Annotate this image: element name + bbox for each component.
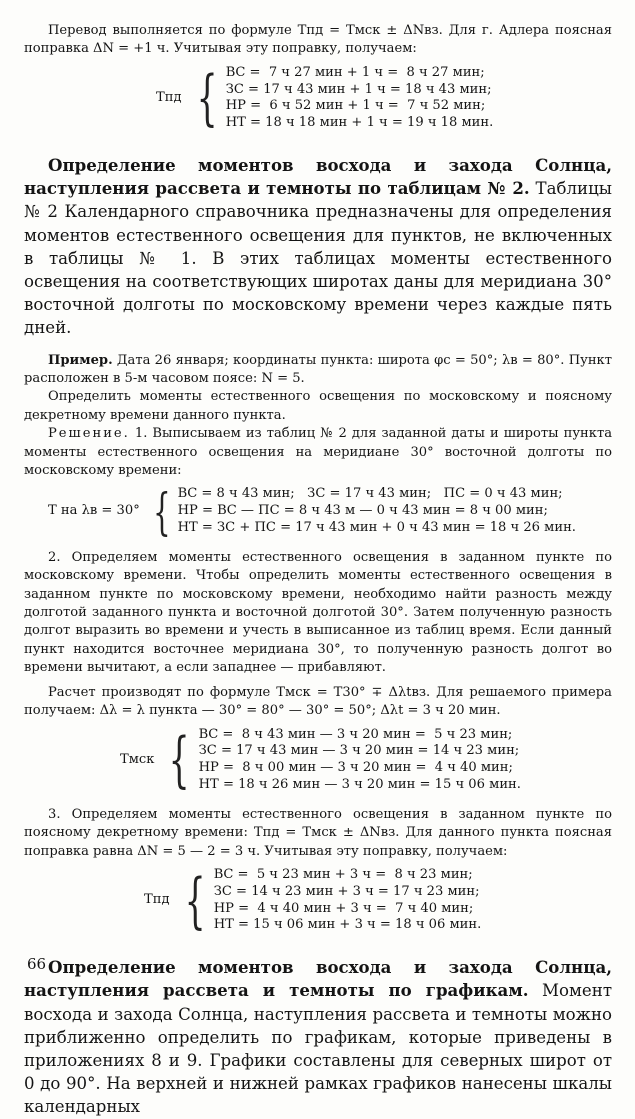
section-graphs-paragraph: [24, 956, 612, 1118]
book-page: [24, 22, 612, 1119]
equation-line: ЗС = 17 ч 43 мин + 1 ч = 18 ч 43 мин;: [225, 81, 492, 97]
example-paragraph: [24, 352, 612, 389]
brace-glyph: {: [196, 63, 218, 134]
intro-equation-lines: [226, 65, 494, 132]
equation-block-pd-lines: [214, 867, 482, 934]
equation-line: НТ = 18 ч 26 мин — 3 ч 20 мин = 15 ч 06 мин.: [198, 776, 521, 792]
equation-block-30: [48, 482, 576, 541]
equation-block-msk-label: Tмск: [120, 751, 155, 767]
equation-line: ВС = 8 ч 43 мин — 3 ч 20 мин = 5 ч 23 мин;: [198, 726, 513, 742]
equation-line: ЗС = 14 ч 23 мин + 3 ч = 17 ч 23 мин;: [213, 883, 480, 899]
solution-label: Решение.: [48, 426, 130, 442]
section-tables-title: Определение моментов восхода и захода Солнца, наступления рассвета и темноты по таблицам № 2.: [24, 155, 612, 199]
example-text: Дата 26 января; координаты пункта: широта φс = 50°; λв = 80°. Пункт расположен в 5-м часовом поясе: N = 5.: [24, 352, 612, 387]
brace-glyph: {: [169, 725, 191, 796]
equation-block-30-lines: [178, 486, 576, 536]
equation-line: ВС = 5 ч 23 мин + 3 ч = 8 ч 23 мин;: [213, 866, 473, 882]
equation-line: НТ = 15 ч 06 мин + 3 ч = 18 ч 06 мин.: [213, 917, 482, 933]
solution-step3: 3. Определяем моменты естественного освещения в заданном пункте по поясному декретному времени: Tпд = Tмск ± ΔNвз. Для данного пункта поясная поправка равна ΔN = 5 — 2 = 3 ч. Учитывая эту поправку, получаем:: [24, 806, 612, 859]
equation-line: НТ = 18 ч 18 мин + 1 ч = 19 ч 18 мин.: [225, 115, 494, 131]
section-tables-text: Таблицы № 2 Календарного справочника предназначены для определения моментов естественного освещения для пунктов, не включенных в таблицы № 1. В этих таблицах моменты естественного освещения на соответствующих широтах даны для меридиана 30° восточной долготы по московскому времени через каждые пять дней.: [24, 179, 612, 338]
calculation-paragraph: Расчет производят по формуле Tмск = T30° ∓ Δλtвз. Для решаемого примера получаем: Δλ = λ пункта — 30° = 80° — 30° = 50°; Δλt = 3 ч 20 мин.: [24, 684, 612, 719]
intro-equation-block: [156, 65, 493, 132]
section-graphs-text: Момент восхода и захода Солнца, наступления рассвета и темноты можно приближенно определить по графикам, которые приведены в приложениях 8 и 9. Графики составлены для северных широт от 0 до 90°. На верхней и нижней рамках графиков нанесены шкалы календарных: [24, 981, 612, 1117]
equation-line: ЗС = 17 ч 43 мин — 3 ч 20 мин = 14 ч 23 мин;: [198, 743, 520, 759]
equation-line: ВС = 8 ч 43 мин; ЗС = 17 ч 43 мин; ПС = 0 ч 43 мин;: [177, 486, 563, 502]
brace-glyph: {: [184, 865, 206, 936]
brace-glyph: {: [152, 482, 171, 541]
intro-equation-label: Tпд: [156, 90, 182, 105]
equation-line: НТ = ЗС + ПС = 17 ч 43 мин + 0 ч 43 мин = 18 ч 26 мин.: [177, 520, 576, 536]
equation-block-pd: [144, 867, 481, 934]
equation-line: НР = 8 ч 00 мин — 3 ч 20 мин = 4 ч 40 мин;: [198, 760, 513, 776]
section-graphs-title: Определение моментов восхода и захода Солнца, наступления рассвета и темноты по графикам.: [24, 957, 612, 1001]
equation-block-msk-lines: [199, 727, 521, 794]
equation-block-msk: [120, 727, 521, 794]
equation-line: ВС = 7 ч 27 мин + 1 ч = 8 ч 27 мин;: [225, 64, 485, 80]
equation-line: НР = 6 ч 52 мин + 1 ч = 7 ч 52 мин;: [225, 98, 486, 114]
solution-step1-text: 1. Выписываем из таблиц № 2 для заданной даты и широты пункта моменты естественного освещения на меридиане 30° восточной долготы по московскому времени:: [24, 426, 612, 479]
solution-step1: [24, 425, 612, 480]
equation-line: НР = ВС — ПС = 8 ч 43 м — 0 ч 43 мин = 8 ч 00 мин;: [177, 503, 548, 519]
equation-block-30-label: T на λв = 30°: [48, 503, 140, 519]
solution-step2: 2. Определяем моменты естественного освещения в заданном пункте по московскому времени. Чтобы определить моменты естественного освещения в заданном пункте по московскому времени, необходимо найти разность между долготой заданного пункта и восточной долготой 30°. Затем полученную разность долгот выразить во времени и учесть в выписанное из таблиц время. Если данный пункт находится восточнее меридиана 30°, то полученную разность долгот во времени вычитают, а если западнее — прибавляют.: [24, 549, 612, 676]
equation-line: НР = 4 ч 40 мин + 3 ч = 7 ч 40 мин;: [213, 900, 474, 916]
intro-paragraph: Перевод выполняется по формуле Tпд = Tмск ± ΔNвз. Для г. Адлера поясная поправка ΔN = +1 ч. Учитывая эту поправку, получаем:: [24, 23, 612, 57]
example-task: Определить моменты естественного освещения по московскому и поясному декретному времени данного пункта.: [24, 389, 612, 423]
section-tables-paragraph: [24, 154, 612, 340]
page-number: 66: [27, 955, 47, 973]
example-label: Пример.: [48, 352, 113, 368]
equation-block-pd-label: Tпд: [144, 892, 170, 908]
